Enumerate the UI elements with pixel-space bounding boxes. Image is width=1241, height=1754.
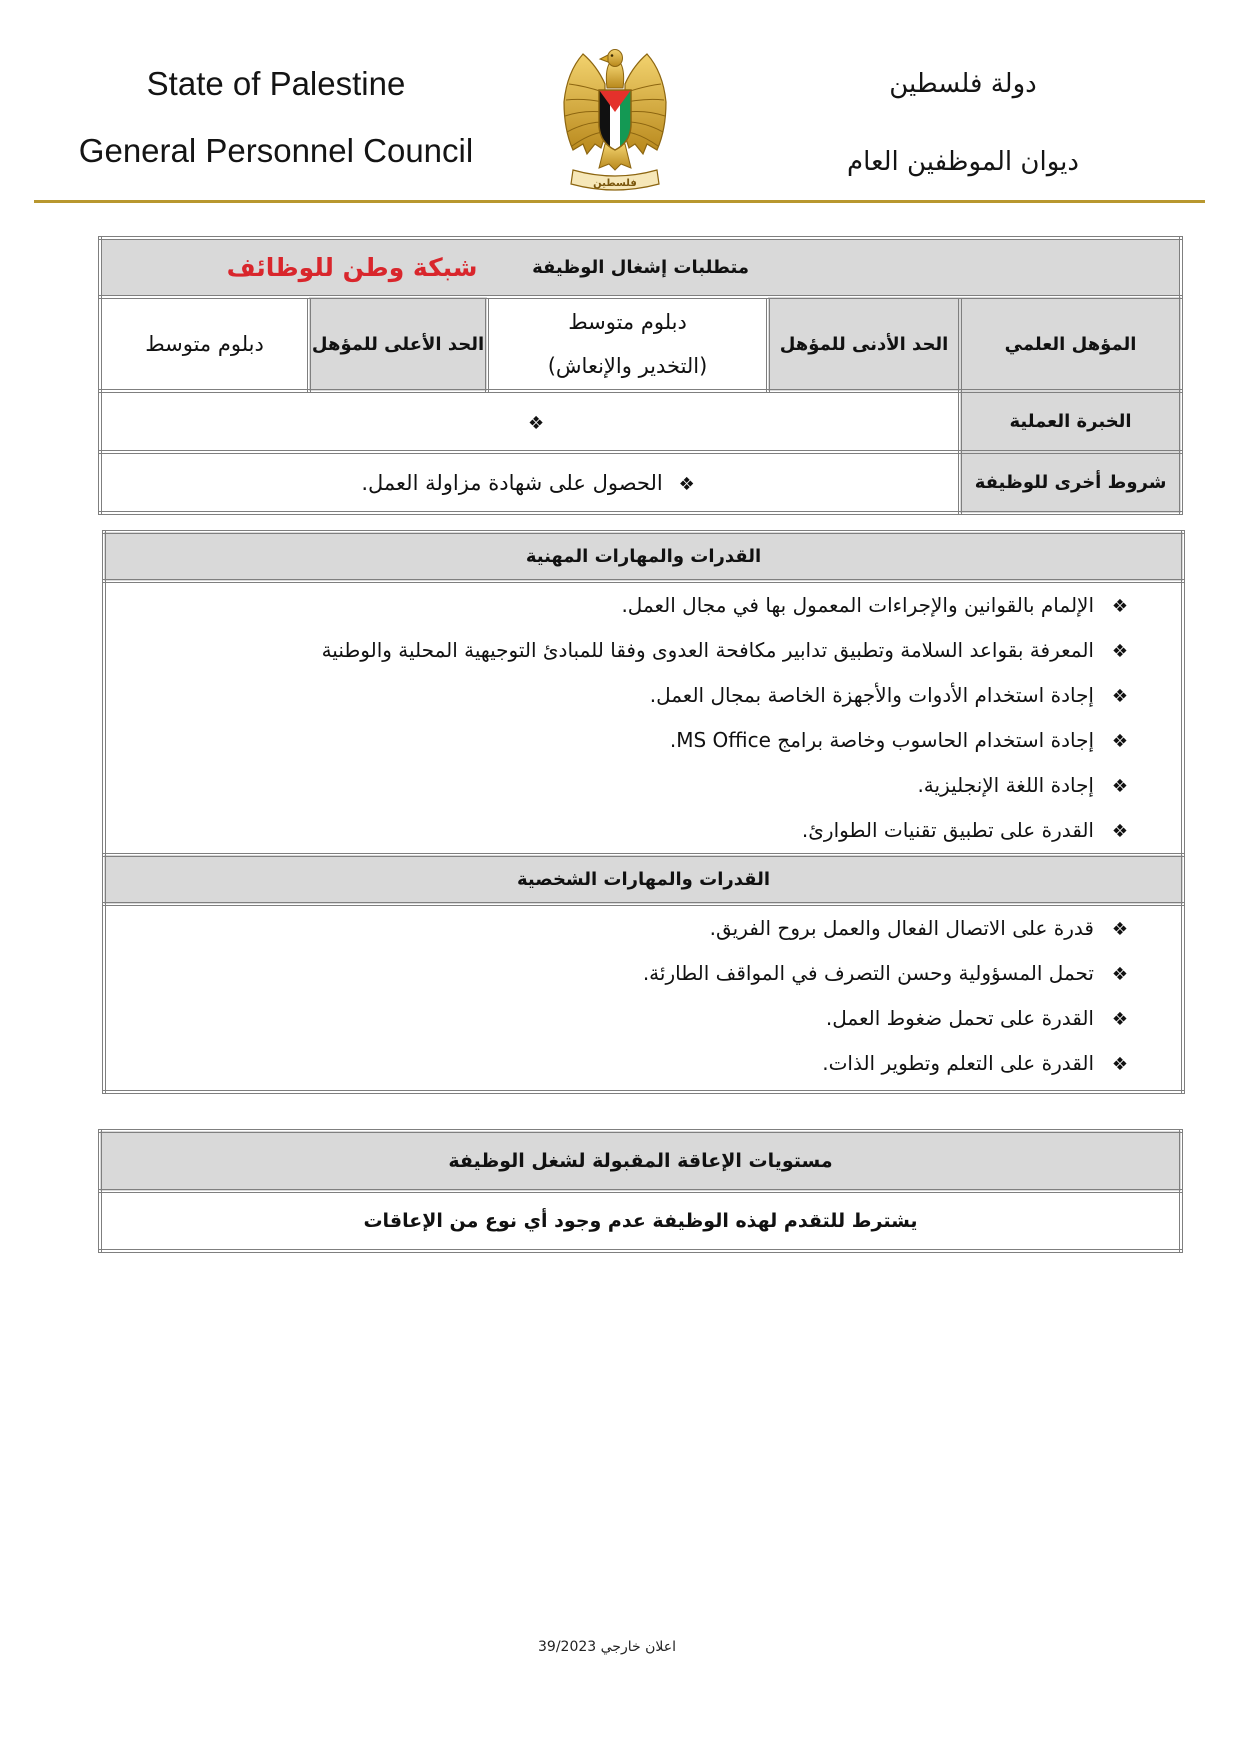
emblem-scroll-text: فلسطين xyxy=(593,178,637,189)
bullet-diamond-icon: ❖ xyxy=(678,473,695,495)
disability-condition: يشترط للتقدم لهذه الوظيفة عدم وجود أي نوع من الإعاقات xyxy=(100,1191,1181,1251)
personal-skill-text: القدرة على التعلم وتطوير الذات. xyxy=(822,1051,1094,1075)
experience-value xyxy=(100,391,960,452)
state-name-arabic: دولة فلسطين xyxy=(889,69,1037,99)
other-conditions-value xyxy=(100,452,960,513)
skills-table xyxy=(102,530,1185,1094)
personal-skill-text: تحمل المسؤولية وحسن التصرف في المواقف الطارئة. xyxy=(642,961,1094,985)
announcement-footer: اعلان خارجي 39/2023 xyxy=(538,1639,676,1655)
professional-skills-title: القدرات والمهارات المهنية xyxy=(104,532,1183,581)
list-item xyxy=(106,1041,1181,1086)
requirements-title-cell xyxy=(100,238,1181,297)
list-item xyxy=(106,628,1181,673)
experience-label: الخبرة العملية xyxy=(960,391,1181,452)
list-item xyxy=(106,718,1181,763)
personal-skill-text: القدرة على تحمل ضغوط العمل. xyxy=(825,1006,1094,1030)
list-item xyxy=(106,763,1181,808)
requirements-title: متطلبات إشغال الوظيفة xyxy=(532,257,749,278)
bullet-diamond-icon: ❖ xyxy=(1111,1054,1129,1075)
personal-skills-list xyxy=(104,904,1183,1092)
professional-skills-list xyxy=(104,581,1183,855)
max-qualification-label: الحد الأعلى للمؤهل xyxy=(309,297,487,391)
job-requirements-table xyxy=(98,236,1183,515)
personal-skill-text: قدرة على الاتصال الفعال والعمل بروح الفريق. xyxy=(709,916,1094,940)
list-item xyxy=(106,951,1181,996)
site-watermark: شبكة وطن للوظائف xyxy=(226,253,478,282)
bullet-diamond-icon: ❖ xyxy=(1111,596,1129,617)
list-item xyxy=(106,996,1181,1041)
min-qualification-degree: دبلوم متوسط xyxy=(568,310,687,334)
bullet-diamond-icon: ❖ xyxy=(1111,1009,1129,1030)
bullet-diamond-icon: ❖ xyxy=(1111,964,1129,985)
professional-skill-text: القدرة على تطبيق تقنيات الطوارئ. xyxy=(801,818,1094,842)
professional-skill-text: الإلمام بالقوانين والإجراءات المعمول بها في مجال العمل. xyxy=(621,593,1094,617)
min-qualification-value xyxy=(487,297,768,391)
min-qualification-specialty: (التخدير والإنعاش) xyxy=(547,354,708,378)
disability-table xyxy=(98,1129,1183,1253)
professional-skill-text: إجادة اللغة الإنجليزية. xyxy=(917,773,1094,797)
bullet-diamond-icon: ❖ xyxy=(1111,776,1129,797)
other-conditions-label: شروط أخرى للوظيفة xyxy=(960,452,1181,513)
list-item xyxy=(106,808,1181,853)
bullet-diamond-icon: ❖ xyxy=(1111,821,1129,842)
professional-skill-text: إجادة استخدام الأدوات والأجهزة الخاصة بمجال العمل. xyxy=(649,683,1094,707)
bullet-diamond-icon: ❖ xyxy=(527,412,545,434)
other-condition-text: الحصول على شهادة مزاولة العمل. xyxy=(361,470,663,495)
disability-title: مستويات الإعاقة المقبولة لشغل الوظيفة xyxy=(100,1131,1181,1191)
flag-shield xyxy=(599,90,631,152)
bullet-diamond-icon: ❖ xyxy=(1111,686,1129,707)
list-item xyxy=(106,673,1181,718)
qualification-label: المؤهل العلمي xyxy=(960,297,1181,391)
professional-skill-text: إجادة استخدام الحاسوب وخاصة برامج MS Office. xyxy=(669,728,1094,752)
bullet-diamond-icon: ❖ xyxy=(1111,641,1129,662)
max-qualification-value: دبلوم متوسط xyxy=(100,297,309,391)
palestine-emblem-icon xyxy=(559,44,671,194)
personal-skills-title: القدرات والمهارات الشخصية xyxy=(104,855,1183,904)
bullet-diamond-icon: ❖ xyxy=(1111,731,1129,752)
professional-skill-text: المعرفة بقواعد السلامة وتطبيق تدابير مكافحة العدوى وفقا للمبادئ التوجيهية المحلية والوطنية xyxy=(321,638,1094,662)
min-qualification-label: الحد الأدنى للمؤهل xyxy=(768,297,960,391)
list-item xyxy=(106,583,1181,628)
council-name-english: General Personnel Council xyxy=(78,132,474,169)
list-item xyxy=(106,906,1181,951)
gold-divider-line xyxy=(34,200,1205,203)
bullet-diamond-icon: ❖ xyxy=(1111,919,1129,940)
state-name-english: State of Palestine xyxy=(146,65,406,102)
council-name-arabic: ديوان الموظفين العام xyxy=(847,147,1079,177)
